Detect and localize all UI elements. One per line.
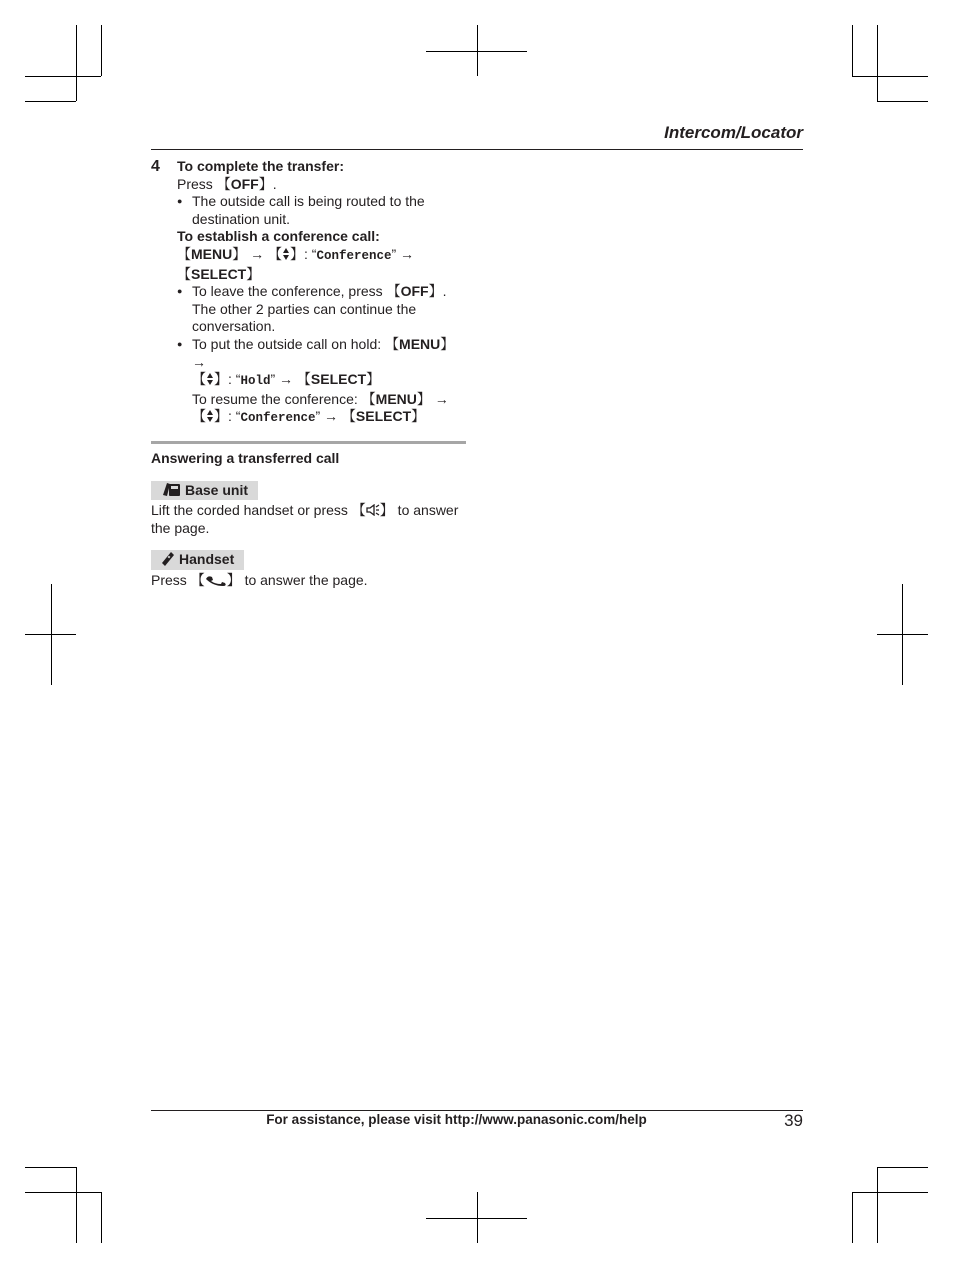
- base-unit-tag: Base unit: [151, 481, 258, 501]
- footer-assistance: For assistance, please visit http://www.panasonic.com/help: [266, 1112, 647, 1127]
- bullet-leave-conference: ● To leave the conference, press 【 OFF 】 . The other 2 parties can continue the conversation.: [177, 283, 466, 336]
- step-number: 4: [151, 158, 160, 175]
- page-section-title: Intercom/Locator: [664, 123, 803, 142]
- base-unit-instruction: Lift the corded handset or press 【 】 to answer the page.: [151, 502, 466, 537]
- bullet-routed: ● The outside call is being routed to the destination unit.: [177, 193, 466, 228]
- bullet-hold: ● To put the outside call on hold: 【 MENU 】 → 【 】: “Hold” → 【 SELECT 】 To resume the conference: 【 MENU 】 → 【 】: “Conference” → 【 SELECT 】: [177, 336, 466, 428]
- step-heading: To complete the transfer:: [177, 158, 344, 174]
- section-title: Answering a transferred call: [151, 449, 340, 466]
- section-divider: [151, 441, 466, 444]
- handset-tag: Handset: [151, 550, 244, 570]
- footer-divider: [151, 1110, 803, 1111]
- menu-key: 【 MENU 】: [177, 246, 246, 262]
- main-column: [151, 158, 466, 589]
- conference-heading: To establish a conference call:: [177, 228, 380, 245]
- menu-item-conference: Conference: [316, 248, 392, 263]
- up-down-arrow-icon: [206, 372, 214, 386]
- menu-item-conference: Conference: [240, 411, 316, 426]
- handset-icon: [161, 551, 175, 566]
- step-4: [151, 158, 466, 428]
- conference-instruction: 【 MENU 】 → 【 】 : “Conference” → 【 SELECT 】: [177, 246, 466, 283]
- off-key: 【 OFF 】: [217, 176, 273, 192]
- select-key: 【 SELECT 】: [297, 371, 380, 387]
- handset-instruction: Press 【 】 to answer the page.: [151, 572, 466, 590]
- page-number: 39: [784, 1111, 803, 1130]
- menu-key: 【 MENU 】: [385, 336, 454, 352]
- select-key: 【 SELECT 】: [342, 408, 425, 424]
- talk-handset-icon: [205, 575, 227, 586]
- menu-key: 【 MENU 】: [362, 391, 431, 407]
- menu-item-hold: Hold: [240, 374, 271, 389]
- off-key: 【 OFF 】: [387, 283, 443, 299]
- base-unit-icon: [161, 482, 181, 497]
- select-key: 【 SELECT 】: [177, 266, 260, 282]
- press-off-instruction: Press 【 OFF 】 .: [177, 176, 466, 194]
- speakerphone-icon: [366, 504, 380, 516]
- up-down-arrow-icon: [206, 409, 214, 423]
- header-divider: [151, 149, 803, 150]
- up-down-arrow-icon: [282, 247, 290, 261]
